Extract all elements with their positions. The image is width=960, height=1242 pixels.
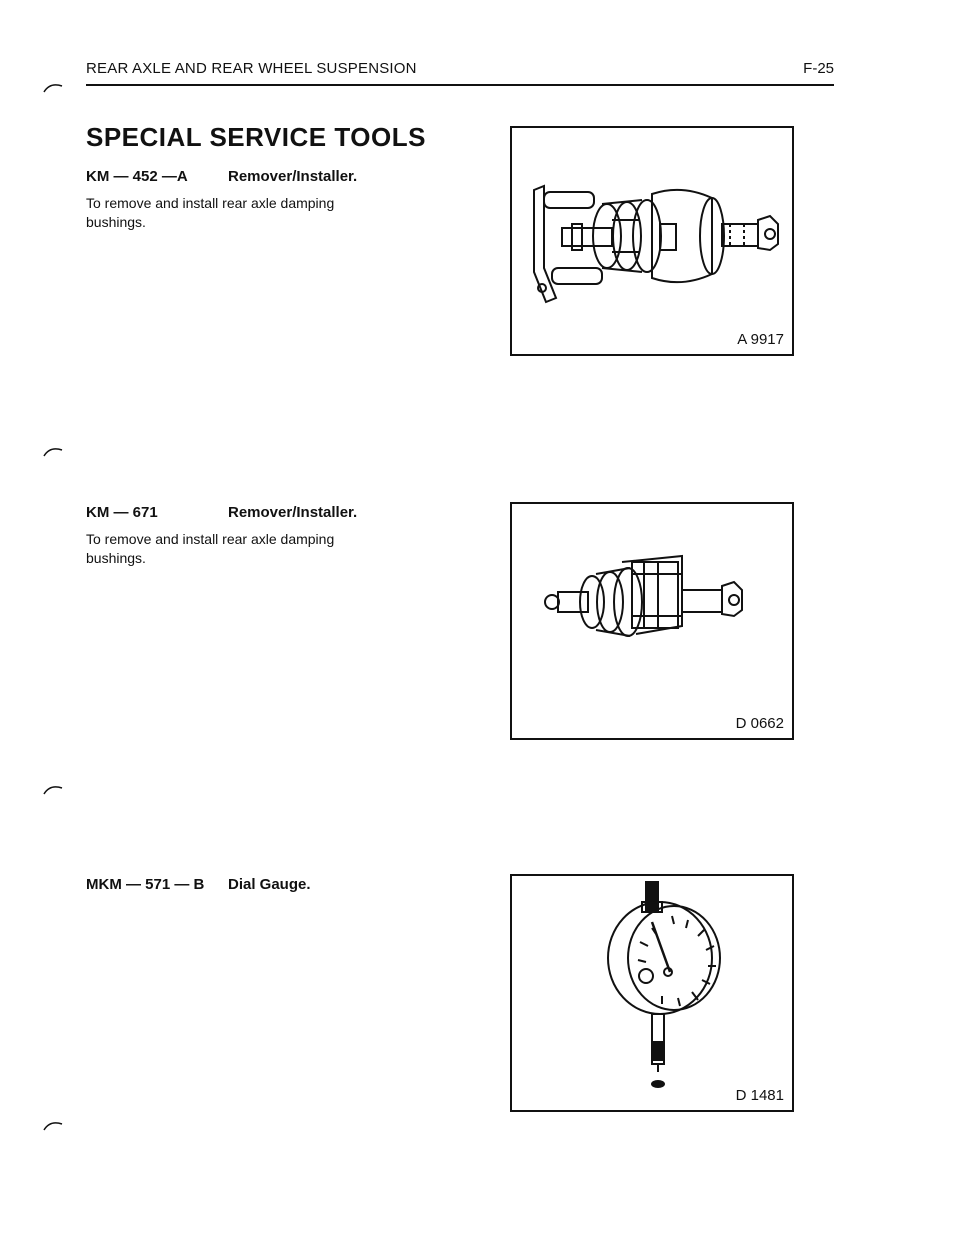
- tool-name: Remover/Installer.: [228, 168, 358, 185]
- figure-id: D 1481: [735, 1087, 784, 1104]
- tool-description: To remove and install rear axle damping bushings.: [86, 531, 335, 566]
- page-header: [86, 60, 834, 86]
- margin-mark: [42, 80, 68, 94]
- tool-name: Dial Gauge.: [228, 876, 311, 893]
- margin-mark: [42, 782, 68, 796]
- dial-gauge-illustration: [512, 876, 792, 1110]
- page-number: F-25: [803, 60, 834, 77]
- tool-code: KM — 452 —A: [86, 168, 188, 185]
- section-title: REAR AXLE AND REAR WHEEL SUSPENSION: [86, 60, 417, 77]
- tool-figure: [510, 126, 794, 356]
- figure-id: A 9917: [737, 331, 784, 348]
- tool-code: MKM — 571 — B: [86, 876, 205, 893]
- margin-mark: [42, 444, 68, 458]
- tool-figure: [510, 502, 794, 740]
- margin-mark: [42, 1118, 68, 1132]
- remover-installer-illustration: [512, 504, 792, 738]
- remover-installer-illustration: [512, 128, 792, 354]
- tool-figure: [510, 874, 794, 1112]
- figure-id: D 0662: [735, 715, 784, 732]
- tool-description: To remove and install rear axle damping bushings.: [86, 195, 335, 230]
- page-title: SPECIAL SERVICE TOOLS: [86, 122, 426, 152]
- tool-name: Remover/Installer.: [228, 504, 358, 521]
- tool-code: KM — 671: [86, 504, 158, 521]
